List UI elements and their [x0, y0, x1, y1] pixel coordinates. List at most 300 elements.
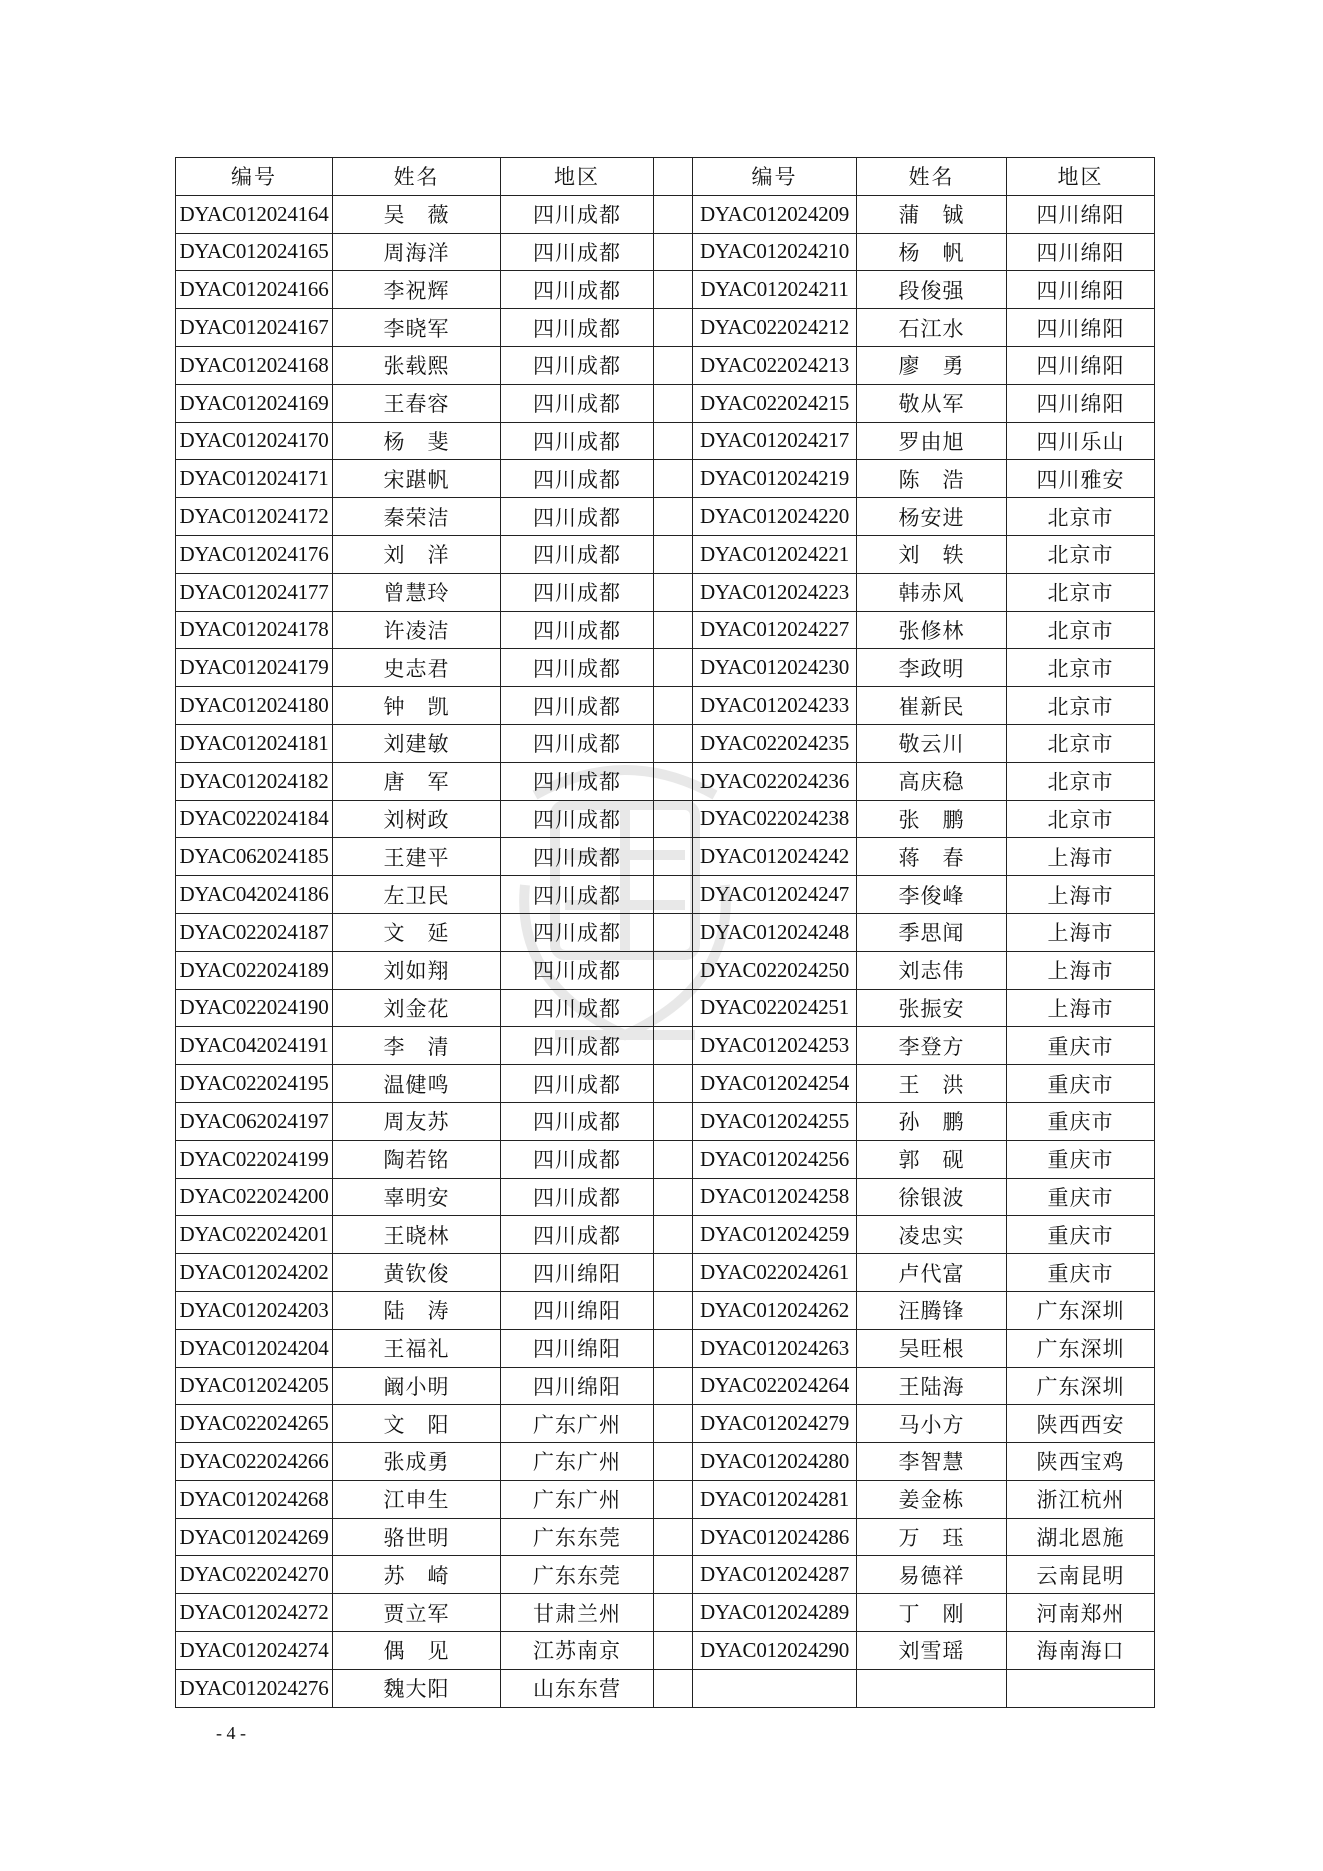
code-cell-right: DYAC012024248 — [693, 913, 857, 951]
region-cell-left: 四川绵阳 — [501, 1329, 654, 1367]
spacer-cell — [654, 1632, 693, 1670]
region-cell-left: 四川成都 — [501, 573, 654, 611]
name-cell-right: 马小方 — [857, 1405, 1007, 1443]
region-cell-right: 云南昆明 — [1007, 1556, 1155, 1594]
name-cell-right: 敬云川 — [857, 724, 1007, 762]
table-row — [176, 838, 1155, 876]
table-row — [176, 1518, 1155, 1556]
table-row — [176, 1254, 1155, 1292]
spacer-cell — [654, 498, 693, 536]
code-cell-right: DYAC022024251 — [693, 989, 857, 1027]
name-cell-left: 周友苏 — [333, 1102, 501, 1140]
table-row — [176, 233, 1155, 271]
code-cell-right: DYAC012024230 — [693, 649, 857, 687]
name-cell-left: 许凌洁 — [333, 611, 501, 649]
table-row — [176, 800, 1155, 838]
region-cell-right: 北京市 — [1007, 498, 1155, 536]
region-cell-right: 四川绵阳 — [1007, 195, 1155, 233]
region-cell-left: 四川成都 — [501, 1102, 654, 1140]
name-cell-left: 张载熙 — [333, 346, 501, 384]
table-row — [176, 1443, 1155, 1481]
region-cell-right: 北京市 — [1007, 535, 1155, 573]
region-cell-right: 北京市 — [1007, 573, 1155, 611]
code-cell-right: DYAC012024217 — [693, 422, 857, 460]
code-cell-right: DYAC022024264 — [693, 1367, 857, 1405]
code-cell-right: DYAC012024210 — [693, 233, 857, 271]
name-cell-left: 宋踸帆 — [333, 460, 501, 498]
region-cell-right: 北京市 — [1007, 724, 1155, 762]
region-cell-left: 四川成都 — [501, 195, 654, 233]
name-cell-right: 季思闻 — [857, 913, 1007, 951]
code-cell-right — [693, 1669, 857, 1707]
roster-table — [175, 157, 1155, 1708]
region-cell-right: 上海市 — [1007, 876, 1155, 914]
table-row — [176, 687, 1155, 725]
name-cell-right: 汪腾锋 — [857, 1291, 1007, 1329]
name-cell-left: 左卫民 — [333, 876, 501, 914]
name-cell-right: 李登方 — [857, 1027, 1007, 1065]
region-cell-left: 四川成都 — [501, 422, 654, 460]
region-cell-left: 四川绵阳 — [501, 1254, 654, 1292]
name-cell-left: 陆 涛 — [333, 1291, 501, 1329]
code-cell-left: DYAC012024272 — [176, 1594, 333, 1632]
region-cell-left: 广东东莞 — [501, 1556, 654, 1594]
spacer-cell — [654, 1027, 693, 1065]
region-cell-right: 重庆市 — [1007, 1102, 1155, 1140]
code-cell-right: DYAC012024287 — [693, 1556, 857, 1594]
spacer-cell — [654, 1254, 693, 1292]
region-cell-left: 四川成都 — [501, 800, 654, 838]
name-cell-right: 易德祥 — [857, 1556, 1007, 1594]
name-cell-left: 辜明安 — [333, 1178, 501, 1216]
code-cell-right: DYAC012024223 — [693, 573, 857, 611]
region-cell-left: 四川成都 — [501, 1216, 654, 1254]
name-cell-left: 温健鸣 — [333, 1065, 501, 1103]
spacer-cell — [654, 913, 693, 951]
region-cell-right: 重庆市 — [1007, 1065, 1155, 1103]
code-cell-left: DYAC022024187 — [176, 913, 333, 951]
name-cell-right — [857, 1669, 1007, 1707]
region-cell-right: 重庆市 — [1007, 1178, 1155, 1216]
name-cell-right: 万 珏 — [857, 1518, 1007, 1556]
table-row — [176, 913, 1155, 951]
table-row — [176, 1216, 1155, 1254]
name-cell-left: 王晓林 — [333, 1216, 501, 1254]
name-cell-right: 卢代富 — [857, 1254, 1007, 1292]
table-row — [176, 1594, 1155, 1632]
code-cell-right: DYAC012024263 — [693, 1329, 857, 1367]
table-row — [176, 951, 1155, 989]
region-cell-right: 重庆市 — [1007, 1254, 1155, 1292]
code-cell-right: DYAC012024281 — [693, 1480, 857, 1518]
name-cell-right: 王陆海 — [857, 1367, 1007, 1405]
name-cell-left: 钟 凯 — [333, 687, 501, 725]
code-cell-left: DYAC012024166 — [176, 271, 333, 309]
spacer-cell — [654, 724, 693, 762]
name-cell-left: 文 阳 — [333, 1405, 501, 1443]
code-cell-right: DYAC022024212 — [693, 309, 857, 347]
code-cell-right: DYAC022024236 — [693, 762, 857, 800]
name-cell-right: 凌忠实 — [857, 1216, 1007, 1254]
region-cell-right: 北京市 — [1007, 611, 1155, 649]
region-cell-right: 北京市 — [1007, 800, 1155, 838]
table-row — [176, 1669, 1155, 1707]
name-cell-right: 蒋 春 — [857, 838, 1007, 876]
code-cell-left: DYAC022024184 — [176, 800, 333, 838]
region-cell-left: 四川成都 — [501, 687, 654, 725]
spacer-cell — [654, 233, 693, 271]
spacer-cell — [654, 346, 693, 384]
code-cell-right: DYAC012024220 — [693, 498, 857, 536]
code-cell-left: DYAC012024203 — [176, 1291, 333, 1329]
spacer-cell — [654, 1556, 693, 1594]
name-cell-right: 杨安进 — [857, 498, 1007, 536]
code-cell-right: DYAC022024261 — [693, 1254, 857, 1292]
header-region-left: 地区 — [501, 158, 654, 196]
region-cell-left: 四川成都 — [501, 535, 654, 573]
table-row — [176, 649, 1155, 687]
region-cell-left: 江苏南京 — [501, 1632, 654, 1670]
code-cell-left: DYAC012024180 — [176, 687, 333, 725]
name-cell-right: 张振安 — [857, 989, 1007, 1027]
name-cell-right: 王 洪 — [857, 1065, 1007, 1103]
code-cell-right: DYAC012024289 — [693, 1594, 857, 1632]
spacer-cell — [654, 1367, 693, 1405]
table-row — [176, 498, 1155, 536]
table-row — [176, 1556, 1155, 1594]
region-cell-left: 四川成都 — [501, 989, 654, 1027]
header-spacer — [654, 158, 693, 196]
code-cell-right: DYAC012024262 — [693, 1291, 857, 1329]
spacer-cell — [654, 1405, 693, 1443]
table-row — [176, 724, 1155, 762]
region-cell-left: 四川成都 — [501, 233, 654, 271]
name-cell-left: 江申生 — [333, 1480, 501, 1518]
name-cell-left: 偶 见 — [333, 1632, 501, 1670]
table-row — [176, 422, 1155, 460]
code-cell-left: DYAC022024200 — [176, 1178, 333, 1216]
spacer-cell — [654, 800, 693, 838]
name-cell-left: 秦荣洁 — [333, 498, 501, 536]
table-row — [176, 1405, 1155, 1443]
code-cell-right: DYAC012024242 — [693, 838, 857, 876]
region-cell-left: 四川成都 — [501, 1178, 654, 1216]
code-cell-right: DYAC012024233 — [693, 687, 857, 725]
region-cell-right: 北京市 — [1007, 762, 1155, 800]
region-cell-right: 四川绵阳 — [1007, 233, 1155, 271]
code-cell-left: DYAC012024169 — [176, 384, 333, 422]
name-cell-right: 孙 鹏 — [857, 1102, 1007, 1140]
code-cell-left: DYAC012024168 — [176, 346, 333, 384]
region-cell-left: 四川绵阳 — [501, 1367, 654, 1405]
region-cell-right: 上海市 — [1007, 838, 1155, 876]
region-cell-right: 陕西西安 — [1007, 1405, 1155, 1443]
code-cell-left: DYAC012024176 — [176, 535, 333, 573]
region-cell-left: 四川成都 — [501, 271, 654, 309]
name-cell-left: 刘树政 — [333, 800, 501, 838]
table-row — [176, 573, 1155, 611]
name-cell-right: 崔新民 — [857, 687, 1007, 725]
region-cell-right: 广东深圳 — [1007, 1367, 1155, 1405]
code-cell-right: DYAC012024253 — [693, 1027, 857, 1065]
code-cell-left: DYAC012024178 — [176, 611, 333, 649]
code-cell-left: DYAC012024274 — [176, 1632, 333, 1670]
spacer-cell — [654, 1669, 693, 1707]
code-cell-left: DYAC022024201 — [176, 1216, 333, 1254]
code-cell-left: DYAC012024268 — [176, 1480, 333, 1518]
region-cell-right: 重庆市 — [1007, 1140, 1155, 1178]
name-cell-left: 苏 崎 — [333, 1556, 501, 1594]
spacer-cell — [654, 1518, 693, 1556]
spacer-cell — [654, 1329, 693, 1367]
name-cell-right: 吴旺根 — [857, 1329, 1007, 1367]
spacer-cell — [654, 309, 693, 347]
spacer-cell — [654, 1178, 693, 1216]
spacer-cell — [654, 1216, 693, 1254]
spacer-cell — [654, 687, 693, 725]
name-cell-right: 杨 帆 — [857, 233, 1007, 271]
spacer-cell — [654, 1065, 693, 1103]
name-cell-left: 张成勇 — [333, 1443, 501, 1481]
name-cell-right: 刘 轶 — [857, 535, 1007, 573]
name-cell-right: 刘雪瑶 — [857, 1632, 1007, 1670]
region-cell-right: 陕西宝鸡 — [1007, 1443, 1155, 1481]
header-code-left: 编号 — [176, 158, 333, 196]
table-row — [176, 1480, 1155, 1518]
name-cell-right: 罗由旭 — [857, 422, 1007, 460]
spacer-cell — [654, 1443, 693, 1481]
region-cell-right: 四川绵阳 — [1007, 309, 1155, 347]
table-row — [176, 1102, 1155, 1140]
code-cell-left: DYAC062024185 — [176, 838, 333, 876]
region-cell-left: 四川成都 — [501, 460, 654, 498]
name-cell-left: 王春容 — [333, 384, 501, 422]
spacer-cell — [654, 535, 693, 573]
spacer-cell — [654, 1291, 693, 1329]
code-cell-left: DYAC012024165 — [176, 233, 333, 271]
name-cell-right: 陈 浩 — [857, 460, 1007, 498]
table-row — [176, 1367, 1155, 1405]
code-cell-right: DYAC022024213 — [693, 346, 857, 384]
name-cell-left: 史志君 — [333, 649, 501, 687]
code-cell-left: DYAC022024266 — [176, 1443, 333, 1481]
spacer-cell — [654, 762, 693, 800]
region-cell-right: 北京市 — [1007, 687, 1155, 725]
spacer-cell — [654, 989, 693, 1027]
header-name-left: 姓名 — [333, 158, 501, 196]
name-cell-left: 黄钦俊 — [333, 1254, 501, 1292]
code-cell-right: DYAC012024258 — [693, 1178, 857, 1216]
code-cell-right: DYAC022024238 — [693, 800, 857, 838]
region-cell-left: 四川成都 — [501, 346, 654, 384]
spacer-cell — [654, 611, 693, 649]
code-cell-left: DYAC022024189 — [176, 951, 333, 989]
table-row — [176, 346, 1155, 384]
region-cell-left: 四川成都 — [501, 1140, 654, 1178]
region-cell-right: 上海市 — [1007, 951, 1155, 989]
region-cell-left: 四川成都 — [501, 838, 654, 876]
code-cell-right: DYAC012024247 — [693, 876, 857, 914]
code-cell-left: DYAC012024182 — [176, 762, 333, 800]
table-row — [176, 271, 1155, 309]
name-cell-left: 王建平 — [333, 838, 501, 876]
region-cell-left: 广东东莞 — [501, 1518, 654, 1556]
name-cell-left: 刘金花 — [333, 989, 501, 1027]
spacer-cell — [654, 195, 693, 233]
name-cell-right: 徐银波 — [857, 1178, 1007, 1216]
region-cell-left: 四川成都 — [501, 309, 654, 347]
name-cell-right: 姜金栋 — [857, 1480, 1007, 1518]
code-cell-left: DYAC012024202 — [176, 1254, 333, 1292]
code-cell-right: DYAC012024290 — [693, 1632, 857, 1670]
code-cell-left: DYAC042024186 — [176, 876, 333, 914]
roster-body — [176, 195, 1155, 1707]
code-cell-left: DYAC012024179 — [176, 649, 333, 687]
name-cell-left: 刘如翔 — [333, 951, 501, 989]
code-cell-right: DYAC012024221 — [693, 535, 857, 573]
table-row — [176, 989, 1155, 1027]
name-cell-right: 李智慧 — [857, 1443, 1007, 1481]
spacer-cell — [654, 384, 693, 422]
name-cell-left: 魏大阳 — [333, 1669, 501, 1707]
table-row — [176, 1632, 1155, 1670]
code-cell-right: DYAC022024250 — [693, 951, 857, 989]
name-cell-left: 杨 斐 — [333, 422, 501, 460]
region-cell-right: 广东深圳 — [1007, 1291, 1155, 1329]
region-cell-right: 重庆市 — [1007, 1027, 1155, 1065]
code-cell-right: DYAC012024219 — [693, 460, 857, 498]
page-number: - 4 - — [216, 1723, 246, 1743]
region-cell-left: 四川成都 — [501, 1065, 654, 1103]
region-cell-left: 四川成都 — [501, 951, 654, 989]
region-cell-left: 四川成都 — [501, 913, 654, 951]
region-cell-left: 四川成都 — [501, 498, 654, 536]
spacer-cell — [654, 1594, 693, 1632]
name-cell-left: 文 延 — [333, 913, 501, 951]
region-cell-right: 湖北恩施 — [1007, 1518, 1155, 1556]
name-cell-right: 张修林 — [857, 611, 1007, 649]
region-cell-right: 上海市 — [1007, 913, 1155, 951]
region-cell-left: 山东东营 — [501, 1669, 654, 1707]
table-row — [176, 1178, 1155, 1216]
code-cell-left: DYAC012024172 — [176, 498, 333, 536]
code-cell-right: DYAC012024227 — [693, 611, 857, 649]
table-row — [176, 1291, 1155, 1329]
table-row — [176, 309, 1155, 347]
region-cell-right: 广东深圳 — [1007, 1329, 1155, 1367]
region-cell-left: 四川成都 — [501, 611, 654, 649]
region-cell-right: 四川乐山 — [1007, 422, 1155, 460]
code-cell-right: DYAC012024259 — [693, 1216, 857, 1254]
region-cell-right: 四川绵阳 — [1007, 346, 1155, 384]
name-cell-left: 吴 薇 — [333, 195, 501, 233]
name-cell-right: 石江水 — [857, 309, 1007, 347]
code-cell-right: DYAC012024280 — [693, 1443, 857, 1481]
region-cell-left: 广东广州 — [501, 1405, 654, 1443]
name-cell-left: 骆世明 — [333, 1518, 501, 1556]
code-cell-right: DYAC022024215 — [693, 384, 857, 422]
code-cell-left: DYAC022024190 — [176, 989, 333, 1027]
name-cell-right: 刘志伟 — [857, 951, 1007, 989]
spacer-cell — [654, 460, 693, 498]
region-cell-right: 北京市 — [1007, 649, 1155, 687]
code-cell-right: DYAC022024235 — [693, 724, 857, 762]
header-region-right: 地区 — [1007, 158, 1155, 196]
name-cell-left: 陶若铭 — [333, 1140, 501, 1178]
code-cell-right: DYAC012024211 — [693, 271, 857, 309]
code-cell-left: DYAC012024170 — [176, 422, 333, 460]
name-cell-left: 曾慧玲 — [333, 573, 501, 611]
name-cell-right: 李政明 — [857, 649, 1007, 687]
code-cell-left: DYAC012024164 — [176, 195, 333, 233]
code-cell-right: DYAC012024254 — [693, 1065, 857, 1103]
code-cell-left: DYAC012024269 — [176, 1518, 333, 1556]
code-cell-left: DYAC012024181 — [176, 724, 333, 762]
region-cell-right: 上海市 — [1007, 989, 1155, 1027]
table-row — [176, 195, 1155, 233]
spacer-cell — [654, 649, 693, 687]
region-cell-right: 河南郑州 — [1007, 1594, 1155, 1632]
region-cell-left: 广东广州 — [501, 1480, 654, 1518]
code-cell-right: DYAC012024209 — [693, 195, 857, 233]
code-cell-right: DYAC012024286 — [693, 1518, 857, 1556]
code-cell-left: DYAC012024205 — [176, 1367, 333, 1405]
code-cell-left: DYAC012024167 — [176, 309, 333, 347]
table-row — [176, 1329, 1155, 1367]
spacer-cell — [654, 1140, 693, 1178]
name-cell-left: 刘 洋 — [333, 535, 501, 573]
table-row — [176, 762, 1155, 800]
name-cell-left: 唐 军 — [333, 762, 501, 800]
table-row — [176, 876, 1155, 914]
code-cell-left: DYAC012024276 — [176, 1669, 333, 1707]
spacer-cell — [654, 951, 693, 989]
name-cell-left: 李晓军 — [333, 309, 501, 347]
code-cell-right: DYAC012024279 — [693, 1405, 857, 1443]
code-cell-left: DYAC062024197 — [176, 1102, 333, 1140]
code-cell-right: DYAC012024255 — [693, 1102, 857, 1140]
spacer-cell — [654, 1102, 693, 1140]
region-cell-right — [1007, 1669, 1155, 1707]
header-code-right: 编号 — [693, 158, 857, 196]
name-cell-left: 李祝辉 — [333, 271, 501, 309]
region-cell-right: 浙江杭州 — [1007, 1480, 1155, 1518]
table-row — [176, 460, 1155, 498]
name-cell-right: 廖 勇 — [857, 346, 1007, 384]
spacer-cell — [654, 422, 693, 460]
spacer-cell — [654, 838, 693, 876]
name-cell-right: 张 鹏 — [857, 800, 1007, 838]
region-cell-right: 四川雅安 — [1007, 460, 1155, 498]
name-cell-right: 郭 砚 — [857, 1140, 1007, 1178]
table-row — [176, 1065, 1155, 1103]
region-cell-left: 四川成都 — [501, 1027, 654, 1065]
region-cell-left: 广东广州 — [501, 1443, 654, 1481]
region-cell-right: 四川绵阳 — [1007, 271, 1155, 309]
name-cell-right: 高庆稳 — [857, 762, 1007, 800]
code-cell-left: DYAC012024204 — [176, 1329, 333, 1367]
name-cell-right: 丁 刚 — [857, 1594, 1007, 1632]
region-cell-left: 甘肃兰州 — [501, 1594, 654, 1632]
name-cell-right: 蒲 铖 — [857, 195, 1007, 233]
spacer-cell — [654, 271, 693, 309]
name-cell-left: 贾立军 — [333, 1594, 501, 1632]
name-cell-left: 刘建敏 — [333, 724, 501, 762]
code-cell-left: DYAC042024191 — [176, 1027, 333, 1065]
name-cell-right: 韩赤风 — [857, 573, 1007, 611]
region-cell-left: 四川成都 — [501, 384, 654, 422]
code-cell-left: DYAC022024199 — [176, 1140, 333, 1178]
